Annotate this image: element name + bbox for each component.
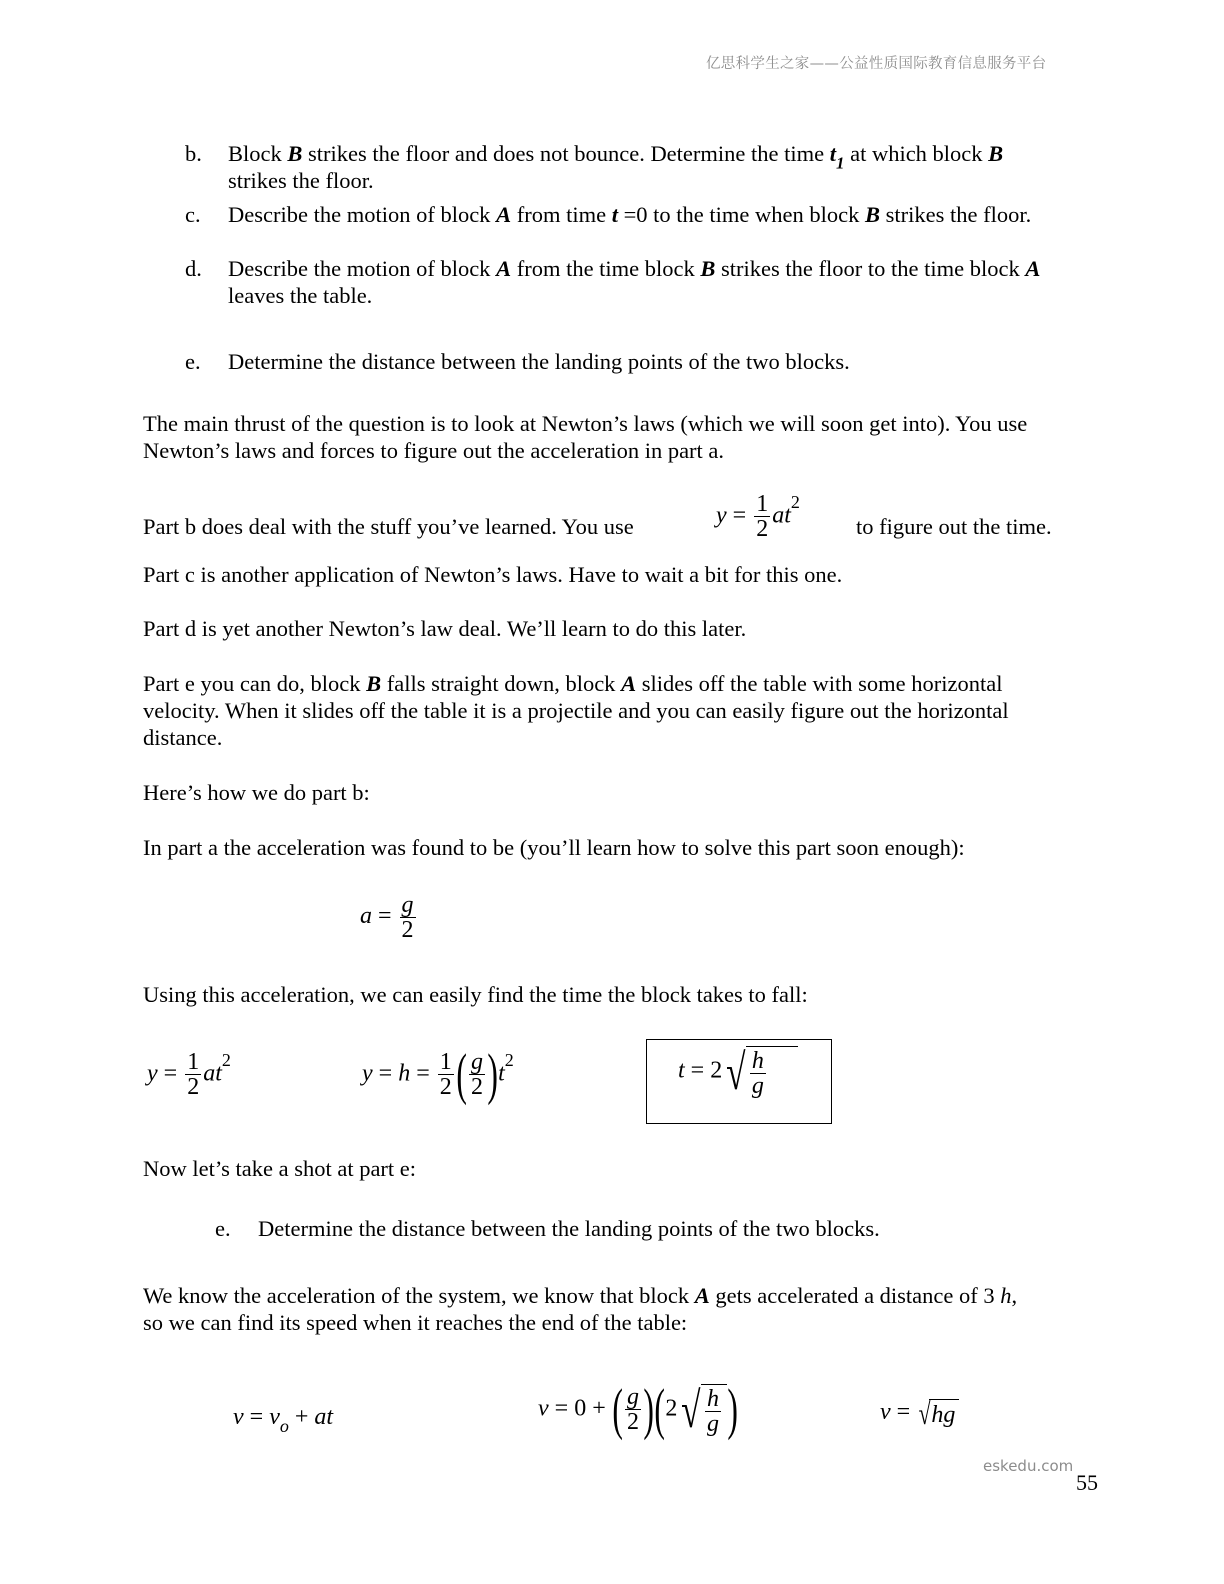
sqrt-sign: √ $\frac{h}{g}$	[677, 1384, 727, 1436]
paragraph-part-b: Part b does deal with the stuff you’ve learned. You use	[143, 514, 634, 539]
right-paren: )	[487, 1043, 498, 1106]
watermark: eskedu.com	[983, 1457, 1074, 1475]
left-paren: (	[456, 1043, 467, 1106]
equation-velocity: $v = v_o$ + at	[233, 1404, 334, 1437]
equation-fall-height: y = h = $\frac{1}{2}$ ( $\frac{g}{2}$ )$t^2$	[362, 1043, 514, 1106]
equation-kinematic: y = $\frac{1}{2}$ $at^2$	[147, 1049, 231, 1101]
equation-time-result: t = 2√ $\frac{h}{g}$	[678, 1046, 798, 1098]
paragraph-using-accel: Using this acceleration, we can easily find the time the block takes to fall:	[143, 982, 808, 1007]
paragraph-now-part-e: Now let’s take a shot at part e:	[143, 1156, 417, 1181]
right-paren: )	[643, 1378, 654, 1441]
question-text-cont: strikes the floor.	[228, 168, 374, 193]
question-letter: e.	[185, 349, 201, 374]
sqrt-sign: √hg	[916, 1398, 959, 1429]
question-letter: b.	[185, 141, 202, 166]
equation-kinematic-inline: y = $\frac{1}{2}$ $at^2$	[716, 491, 800, 543]
question-text: Describe the motion of block A from time t =0 to the time when block B strikes the floor.	[228, 202, 1032, 227]
paragraph-we-know-1: We know the acceleration of the system, we know that block A gets accelerated a distance of 3 h,	[143, 1283, 1018, 1308]
paragraph-part-b-post: to figure out the time.	[856, 514, 1052, 539]
left-paren: (	[654, 1378, 665, 1441]
question-text: Determine the distance between the landing points of the two blocks.	[258, 1216, 880, 1241]
site-banner: 亿思科学生之家——公益性质国际教育信息服务平台	[706, 56, 1047, 72]
paragraph-part-e-2: velocity. When it slides off the table it is a projectile and you can easily figure out the horizontal	[143, 698, 1009, 723]
equation-velocity-result: v = √hg	[880, 1398, 959, 1429]
paragraph-main-thrust-2: Newton’s laws and forces to figure out the acceleration in part a.	[143, 438, 725, 463]
question-text: Block B strikes the floor and does not bounce. Determine the time $t_1$ at which block B	[228, 141, 1004, 173]
equation-acceleration: a = $\frac{g}{2}$	[360, 892, 414, 943]
paragraph-part-e-1: Part e you can do, block B falls straight down, block A slides off the table with some horizontal	[143, 671, 1003, 696]
paragraph-part-c: Part c is another application of Newton’s laws. Have to wait a bit for this one.	[143, 562, 843, 587]
paragraph-we-know-2: so we can find its speed when it reaches the end of the table:	[143, 1310, 688, 1335]
right-paren: )	[727, 1378, 738, 1441]
equation-velocity-substituted: v = 0 + ( $\frac{g}{2}$ )(2√ $\frac{h}{g}$ )	[538, 1378, 738, 1441]
question-letter: d.	[185, 256, 202, 281]
paragraph-main-thrust-1: The main thrust of the question is to look at Newton’s laws (which we will soon get into). You use	[143, 411, 1028, 436]
paragraph-how-part-b: Here’s how we do part b:	[143, 780, 370, 805]
paragraph-part-e-3: distance.	[143, 725, 223, 750]
question-letter: e.	[215, 1216, 231, 1241]
left-paren: (	[612, 1378, 623, 1441]
question-text: Determine the distance between the landing points of the two blocks.	[228, 349, 850, 374]
question-letter: c.	[185, 202, 201, 227]
sqrt-sign: √ $\frac{h}{g}$	[722, 1046, 798, 1098]
question-text: Describe the motion of block A from the time block B strikes the floor to the time block A	[228, 256, 1041, 281]
paragraph-in-part-a: In part a the acceleration was found to be (you’ll learn how to solve this part soon enough):	[143, 835, 965, 860]
page-number: 55	[1076, 1470, 1098, 1495]
paragraph-part-d: Part d is yet another Newton’s law deal. We’ll learn to do this later.	[143, 616, 747, 641]
question-text-cont: leaves the table.	[228, 283, 373, 308]
